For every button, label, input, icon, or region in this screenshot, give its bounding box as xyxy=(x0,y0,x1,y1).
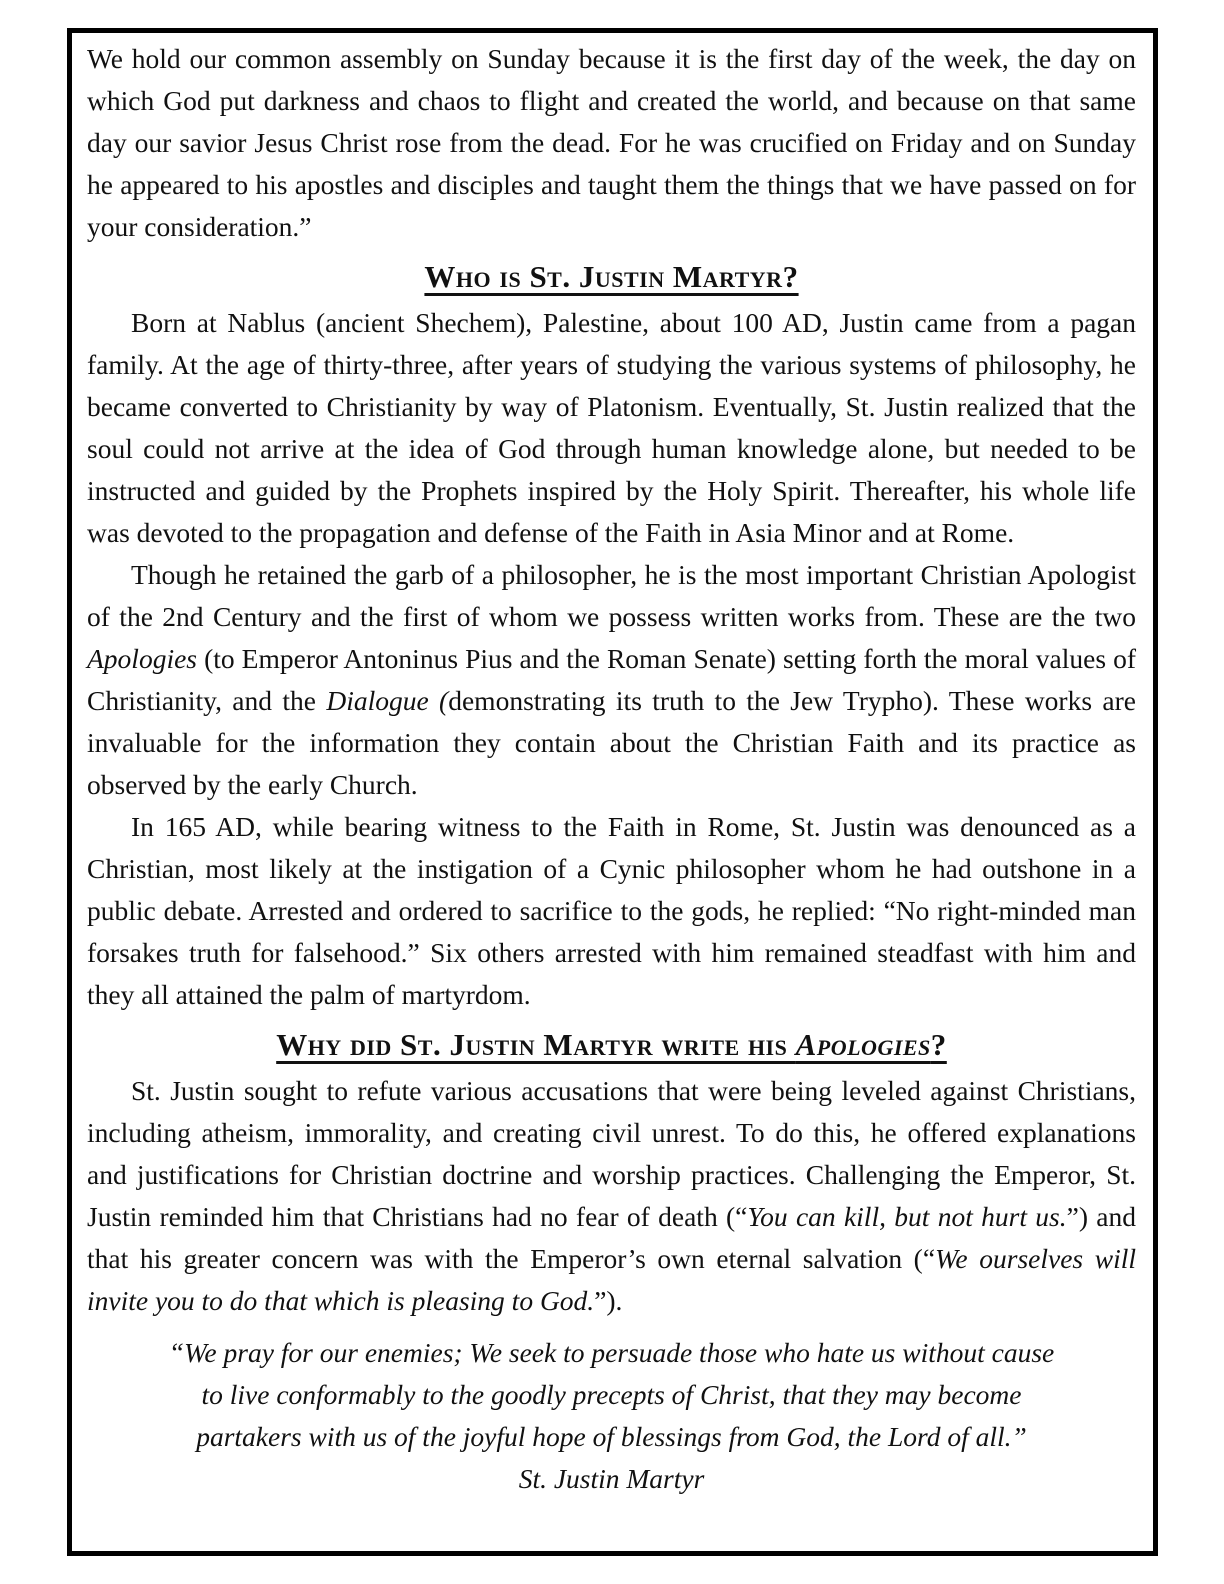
paragraph-though-he-retained: Though he retained the garb of a philosopher, he is the most important Christian Apologist of the 2nd Century and the first of whom we possess written works from. These are the two Apologies (to Emperor Antoninus Pius and the Roman Senate) setting forth the moral values of Christianity, and the Dialogue (demonstrating its truth to the Jew Trypho). These works are invaluable for the information they contain about the Christian Faith and its practice as observed by the early Church. xyxy=(87,559,1136,800)
closing-quote-line-3: partakers with us of the joyful hope of blessings from God, the Lord of all.” xyxy=(196,1421,1027,1452)
paragraph-st-justin-sought: St. Justin sought to refute various accusations that were being leveled against Christians, including atheism, immorality, and creating civil unrest. To do this, he offered explanations and justifications for Christian doctrine and worship practices. Challenging the Emperor, St. Justin reminded him that Christians had no fear of death (“You can kill, but not hurt us.”) and that his greater concern was with the Emperor’s own eternal salvation (“We ourselves will invite you to do that which is pleasing to God.”). xyxy=(87,1075,1136,1316)
intro-paragraph: We hold our common assembly on Sunday because it is the first day of the week, the day on which God put darkness and chaos to flight and created the world, and because on that same day our savior Jesus Christ rose from the dead. For he was crucified on Friday and on Sunday he appeared to his apostles and disciples and taught them the things that we have passed on for your consideration.” xyxy=(87,43,1136,242)
closing-quote-line-2: to live conformably to the goodly precepts of Christ, that they may become xyxy=(201,1379,1022,1410)
quote-attribution: St. Justin Martyr xyxy=(518,1463,705,1494)
heading-who-is-st-justin-martyr xyxy=(87,257,1136,297)
page-border-frame xyxy=(67,28,1158,1556)
closing-quote-line-1: “We pray for our enemies; We seek to persuade those who hate us without cause xyxy=(168,1337,1055,1368)
closing-quote-block xyxy=(87,1332,1136,1500)
paragraph-born-at-nablus: Born at Nablus (ancient Shechem), Palestine, about 100 AD, Justin came from a pagan family. At the age of thirty-three, after years of studying the various systems of philosophy, he became converted to Christianity by way of Platonism. Eventually, St. Justin realized that the soul could not arrive at the idea of God through human knowledge alone, but needed to be instructed and guided by the Prophets inspired by the Holy Spirit. Thereafter, his whole life was devoted to the propagation and defense of the Faith in Asia Minor and at Rome. xyxy=(87,307,1136,548)
heading-why-did-st-justin-write xyxy=(87,1025,1136,1065)
paragraph-in-165-ad: In 165 AD, while bearing witness to the Faith in Rome, St. Justin was denounced as a Christian, most likely at the instigation of a Cynic philosopher whom he had outshone in a public debate. Arrested and ordered to sacrifice to the gods, he replied: “No right-minded man forsakes truth for falsehood.” Six others arrested with him remained steadfast with him and they all attained the palm of martyrdom. xyxy=(87,811,1136,1010)
heading-why-text: Why did St. Justin Martyr write his Apologies? xyxy=(276,1027,947,1062)
heading-who-text: Who is St. Justin Martyr? xyxy=(424,259,799,294)
